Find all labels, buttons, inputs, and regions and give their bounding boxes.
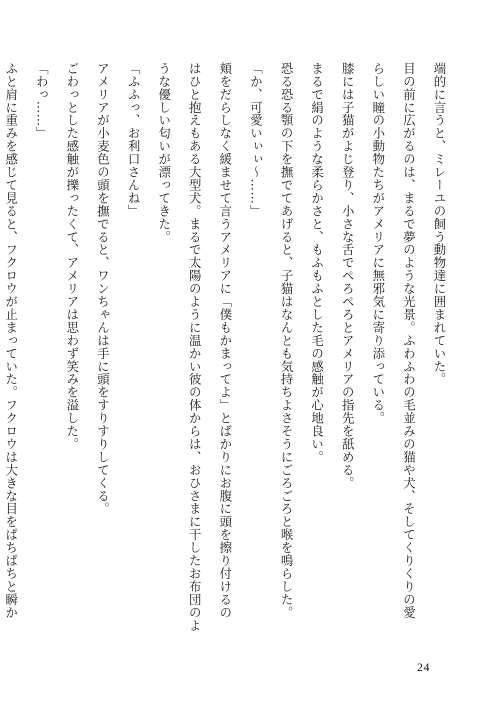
page-number: 24 [417,660,430,674]
paragraph: はひと抱えもある大型犬。まるで太陽のように温かい彼の体からは、おひさまに干したお布団のよ [187,62,203,632]
paragraph: アメリアが小麦色の頭を撫でると、ワンちゃんは手に頭をすりすりしてくる。 [95,62,111,516]
paragraph: 目の前に広がるのは、まるで夢のような光景。ふわふわの毛並みの猫や犬、そしてくりくりの愛 [401,62,417,619]
paragraph: 「ふふっ、お利口さんね」 [126,62,142,218]
paragraph: 恐る恐る顎の下を撫でてあげると、子猫はなんとも気持ちよさそうにごろごろと喉を鳴らした。 [279,62,295,619]
paragraph: まるで絹のような柔らかさと、もふもふとした毛の感触が心地良い。 [309,62,325,464]
paragraph: ふと肩に重みを感じて見ると、フクロウが止まっていた。フクロウは大きな目をぱちぱちと瞬か [3,62,19,619]
paragraph: 「わっ……」 [34,62,50,140]
paragraph: うな優しい匂いが漂ってきた。 [156,62,172,244]
paragraph: ごわっとした感触が擽ったくて、アメリアは思わず笑みを溢した。 [64,62,80,451]
vertical-text-block [0,62,454,632]
paragraph: 頬をだらしなく緩ませて言うアメリアに「僕もかまってよ」とばかりにお腹に頭を擦り付けるの [217,62,233,619]
paragraph: らしい瞳の小動物たちがアメリアに無邪気に寄り添っている。 [370,62,386,425]
paragraph: 膝には子猫がよじ登り、小さな舌でぺろぺろとアメリアの指先を舐める。 [340,62,356,490]
paragraph: 「か、可愛いぃぃ〜……」 [248,62,264,218]
paragraph: 端的に言うと、ミレーユの飼う動物達に囲まれていた。 [432,62,447,386]
